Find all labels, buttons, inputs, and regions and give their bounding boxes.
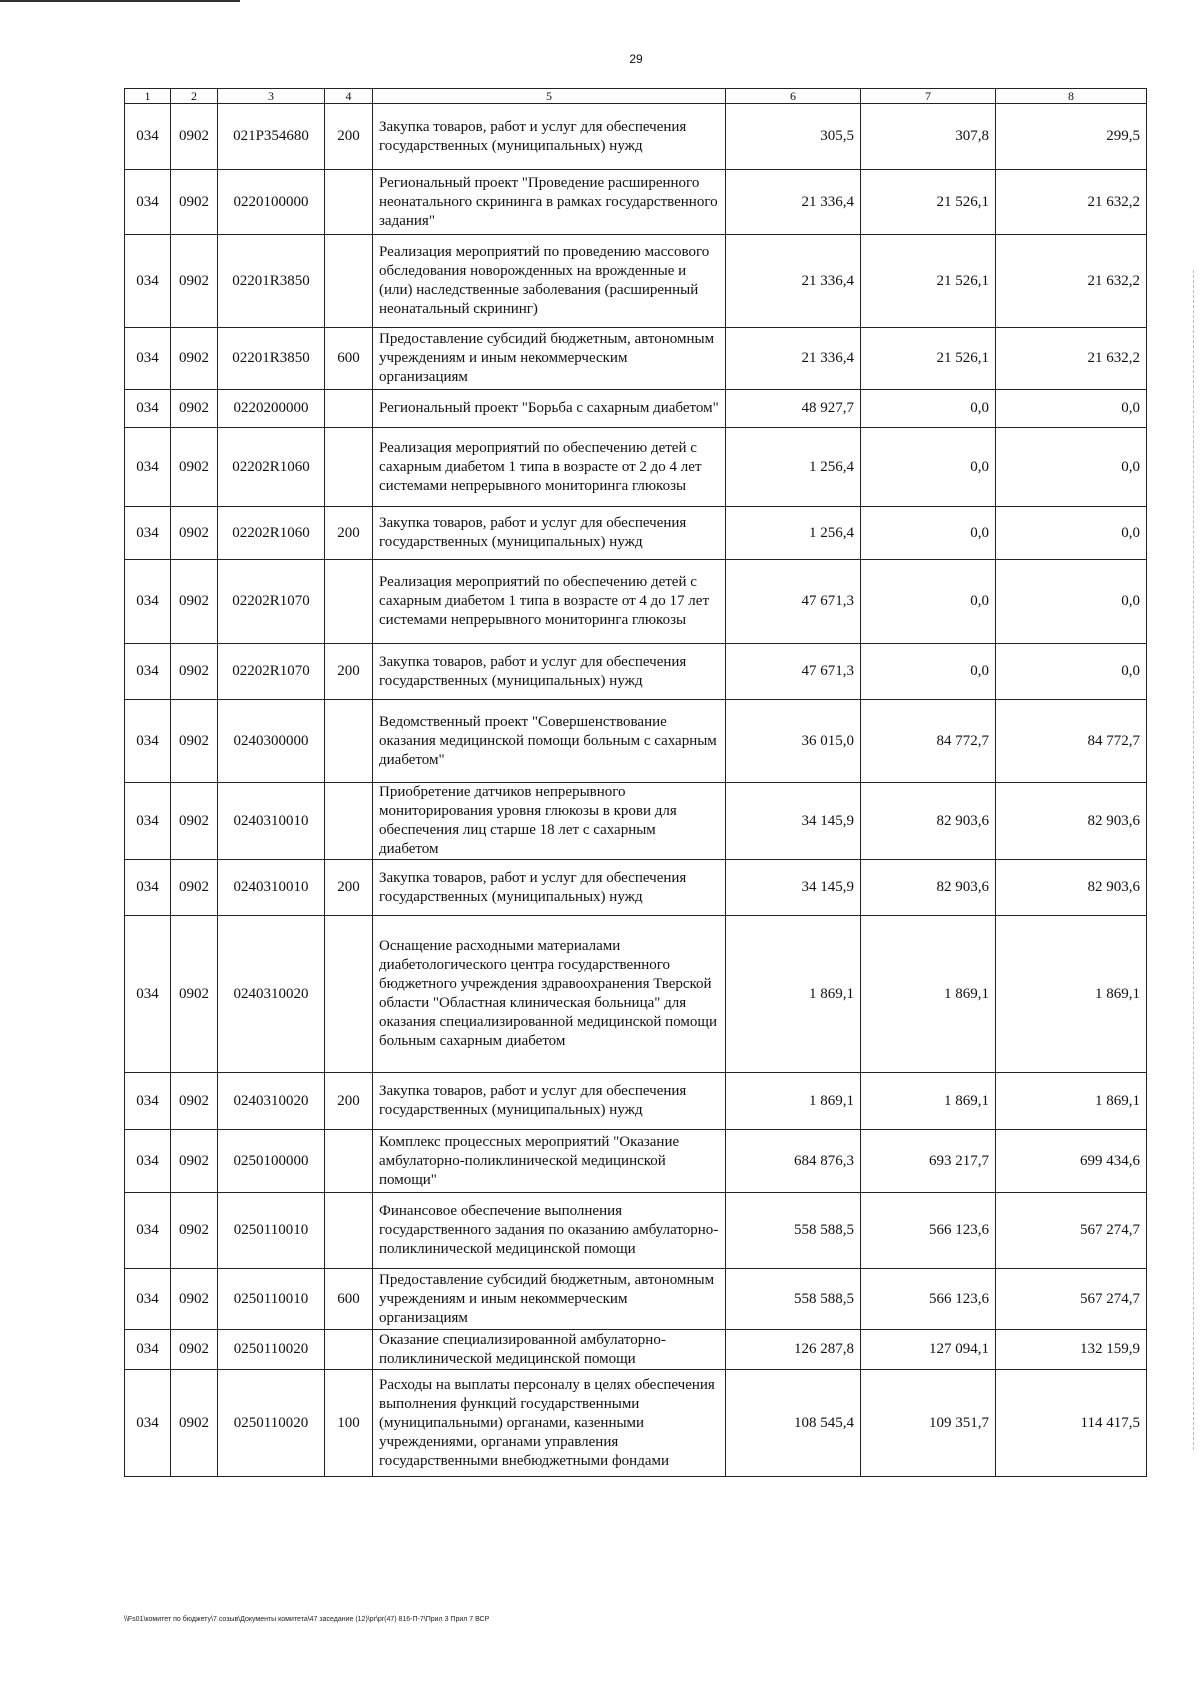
table-row — [125, 1073, 1147, 1130]
target-article-code-cell: 02202R1070 — [218, 644, 325, 700]
grbs-code-cell: 034 — [125, 170, 171, 235]
item-name-cell: Закупка товаров, работ и услуг для обеспечения государственных (муниципальных) нужд — [373, 1073, 726, 1130]
amount-year-1-cell: 1 256,4 — [726, 428, 861, 507]
grbs-code-cell: 034 — [125, 1130, 171, 1193]
table-body — [125, 104, 1147, 1477]
page-number: 29 — [629, 52, 643, 66]
grbs-code-cell: 034 — [125, 428, 171, 507]
expense-type-code-cell — [325, 1330, 373, 1370]
grbs-code-cell: 034 — [125, 1073, 171, 1130]
amount-year-1-cell: 36 015,0 — [726, 700, 861, 783]
section-code-cell: 0902 — [171, 507, 218, 560]
grbs-code-cell: 034 — [125, 1269, 171, 1330]
grbs-code-cell: 034 — [125, 860, 171, 916]
amount-year-2-cell: 21 526,1 — [861, 170, 996, 235]
amount-year-3-cell: 21 632,2 — [996, 235, 1147, 328]
amount-year-1-cell: 21 336,4 — [726, 235, 861, 328]
section-code-cell: 0902 — [171, 1330, 218, 1370]
section-code-cell: 0902 — [171, 560, 218, 644]
amount-year-1-cell: 48 927,7 — [726, 390, 861, 428]
target-article-code-cell: 0250110020 — [218, 1330, 325, 1370]
grbs-code-cell: 034 — [125, 1370, 171, 1477]
expense-type-code-cell: 600 — [325, 1269, 373, 1330]
item-name-cell: Предоставление субсидий бюджетным, автономным учреждениям и иным некоммерческим организациям — [373, 328, 726, 390]
column-header: 1 — [125, 89, 171, 104]
budget-table — [124, 88, 1147, 1477]
amount-year-2-cell: 0,0 — [861, 390, 996, 428]
target-article-code-cell: 0250110020 — [218, 1370, 325, 1477]
amount-year-3-cell: 1 869,1 — [996, 1073, 1147, 1130]
expense-type-code-cell — [325, 235, 373, 328]
column-header: 6 — [726, 89, 861, 104]
amount-year-2-cell: 127 094,1 — [861, 1330, 996, 1370]
table-row — [125, 507, 1147, 560]
section-code-cell: 0902 — [171, 328, 218, 390]
grbs-code-cell: 034 — [125, 390, 171, 428]
target-article-code-cell: 0250110010 — [218, 1269, 325, 1330]
item-name-cell: Закупка товаров, работ и услуг для обеспечения государственных (муниципальных) нужд — [373, 860, 726, 916]
amount-year-3-cell: 299,5 — [996, 104, 1147, 170]
amount-year-2-cell: 693 217,7 — [861, 1130, 996, 1193]
expense-type-code-cell — [325, 170, 373, 235]
expense-type-code-cell: 200 — [325, 860, 373, 916]
grbs-code-cell: 034 — [125, 104, 171, 170]
amount-year-2-cell: 307,8 — [861, 104, 996, 170]
scan-edge-top — [0, 0, 240, 2]
expense-type-code-cell — [325, 428, 373, 507]
amount-year-3-cell: 0,0 — [996, 390, 1147, 428]
table-row — [125, 560, 1147, 644]
amount-year-2-cell: 1 869,1 — [861, 916, 996, 1073]
section-code-cell: 0902 — [171, 860, 218, 916]
table-row — [125, 328, 1147, 390]
table-row — [125, 916, 1147, 1073]
item-name-cell: Предоставление субсидий бюджетным, автономным учреждениям и иным некоммерческим организациям — [373, 1269, 726, 1330]
amount-year-1-cell: 305,5 — [726, 104, 861, 170]
table-row — [125, 428, 1147, 507]
amount-year-2-cell: 0,0 — [861, 428, 996, 507]
section-code-cell: 0902 — [171, 235, 218, 328]
amount-year-3-cell: 84 772,7 — [996, 700, 1147, 783]
target-article-code-cell: 02201R3850 — [218, 235, 325, 328]
table-row — [125, 1330, 1147, 1370]
expense-type-code-cell — [325, 560, 373, 644]
amount-year-2-cell: 566 123,6 — [861, 1193, 996, 1269]
item-name-cell: Расходы на выплаты персоналу в целях обеспечения выполнения функций государственными (муниципальными) органами, казенными учреждениями, органами управления государственными внебюджетными фондами — [373, 1370, 726, 1477]
target-article-code-cell: 0240310010 — [218, 860, 325, 916]
table-row — [125, 860, 1147, 916]
grbs-code-cell: 034 — [125, 235, 171, 328]
expense-type-code-cell: 200 — [325, 104, 373, 170]
table-row — [125, 783, 1147, 860]
expense-type-code-cell — [325, 1130, 373, 1193]
item-name-cell: Реализация мероприятий по обеспечению детей с сахарным диабетом 1 типа в возрасте от 4 до 17 лет системами непрерывного мониторинга глюкозы — [373, 560, 726, 644]
amount-year-3-cell: 21 632,2 — [996, 170, 1147, 235]
amount-year-1-cell: 1 869,1 — [726, 1073, 861, 1130]
column-header: 3 — [218, 89, 325, 104]
column-header: 8 — [996, 89, 1147, 104]
grbs-code-cell: 034 — [125, 783, 171, 860]
item-name-cell: Финансовое обеспечение выполнения государственного задания по оказанию амбулаторно-поликлинической медицинской помощи — [373, 1193, 726, 1269]
amount-year-1-cell: 1 869,1 — [726, 916, 861, 1073]
amount-year-1-cell: 47 671,3 — [726, 644, 861, 700]
file-path-footer: \\Fs01\комитет по бюджету\7 созыв\Документы комитета\47 заседание (12)\pr\pr(47) 816-П-7\Прил 3 Прил 7 ВСР — [124, 1616, 490, 1623]
item-name-cell: Закупка товаров, работ и услуг для обеспечения государственных (муниципальных) нужд — [373, 507, 726, 560]
target-article-code-cell: 0250100000 — [218, 1130, 325, 1193]
amount-year-1-cell: 558 588,5 — [726, 1269, 861, 1330]
amount-year-3-cell: 82 903,6 — [996, 783, 1147, 860]
item-name-cell: Оснащение расходными материалами диабетологического центра государственного бюджетного учреждения здравоохранения Тверской области "Областная клиническая больница" для оказания специализированной медицинской помощи больным сахарным диабетом — [373, 916, 726, 1073]
table-row — [125, 1193, 1147, 1269]
expense-type-code-cell: 100 — [325, 1370, 373, 1477]
amount-year-2-cell: 0,0 — [861, 644, 996, 700]
table-row — [125, 1370, 1147, 1477]
grbs-code-cell: 034 — [125, 560, 171, 644]
target-article-code-cell: 021P354680 — [218, 104, 325, 170]
amount-year-1-cell: 21 336,4 — [726, 328, 861, 390]
target-article-code-cell: 02202R1060 — [218, 507, 325, 560]
amount-year-3-cell: 567 274,7 — [996, 1193, 1147, 1269]
item-name-cell: Региональный проект "Проведение расширенного неонатального скрининга в рамках государственного задания" — [373, 170, 726, 235]
item-name-cell: Комплекс процессных мероприятий "Оказание амбулаторно-поликлинической медицинской помощи" — [373, 1130, 726, 1193]
target-article-code-cell: 02202R1060 — [218, 428, 325, 507]
amount-year-2-cell: 84 772,7 — [861, 700, 996, 783]
table-row — [125, 170, 1147, 235]
section-code-cell: 0902 — [171, 104, 218, 170]
amount-year-2-cell: 1 869,1 — [861, 1073, 996, 1130]
amount-year-3-cell: 21 632,2 — [996, 328, 1147, 390]
amount-year-3-cell: 132 159,9 — [996, 1330, 1147, 1370]
item-name-cell: Закупка товаров, работ и услуг для обеспечения государственных (муниципальных) нужд — [373, 104, 726, 170]
section-code-cell: 0902 — [171, 170, 218, 235]
column-header: 7 — [861, 89, 996, 104]
section-code-cell: 0902 — [171, 1130, 218, 1193]
amount-year-2-cell: 82 903,6 — [861, 783, 996, 860]
expense-type-code-cell: 200 — [325, 644, 373, 700]
column-header: 4 — [325, 89, 373, 104]
item-name-cell: Региональный проект "Борьба с сахарным диабетом" — [373, 390, 726, 428]
table-row — [125, 390, 1147, 428]
section-code-cell: 0902 — [171, 1193, 218, 1269]
item-name-cell: Закупка товаров, работ и услуг для обеспечения государственных (муниципальных) нужд — [373, 644, 726, 700]
expense-type-code-cell — [325, 916, 373, 1073]
expense-type-code-cell — [325, 1193, 373, 1269]
grbs-code-cell: 034 — [125, 916, 171, 1073]
target-article-code-cell: 0240310020 — [218, 916, 325, 1073]
section-code-cell: 0902 — [171, 390, 218, 428]
target-article-code-cell: 0220100000 — [218, 170, 325, 235]
grbs-code-cell: 034 — [125, 507, 171, 560]
expense-type-code-cell — [325, 700, 373, 783]
amount-year-1-cell: 34 145,9 — [726, 783, 861, 860]
expense-type-code-cell — [325, 783, 373, 860]
section-code-cell: 0902 — [171, 644, 218, 700]
amount-year-3-cell: 0,0 — [996, 644, 1147, 700]
amount-year-3-cell: 699 434,6 — [996, 1130, 1147, 1193]
section-code-cell: 0902 — [171, 916, 218, 1073]
amount-year-2-cell: 109 351,7 — [861, 1370, 996, 1477]
item-name-cell: Реализация мероприятий по проведению массового обследования новорожденных на врожденные и (или) наследственные заболевания (расширенный неонатальный скрининг) — [373, 235, 726, 328]
amount-year-2-cell: 21 526,1 — [861, 328, 996, 390]
grbs-code-cell: 034 — [125, 644, 171, 700]
amount-year-2-cell: 0,0 — [861, 507, 996, 560]
table-row — [125, 644, 1147, 700]
amount-year-1-cell: 21 336,4 — [726, 170, 861, 235]
item-name-cell: Приобретение датчиков непрерывного мониторирования уровня глюкозы в крови для обеспечения лиц старше 18 лет с сахарным диабетом — [373, 783, 726, 860]
amount-year-1-cell: 684 876,3 — [726, 1130, 861, 1193]
target-article-code-cell: 0240300000 — [218, 700, 325, 783]
section-code-cell: 0902 — [171, 1073, 218, 1130]
expense-type-code-cell: 200 — [325, 1073, 373, 1130]
table-row — [125, 1269, 1147, 1330]
amount-year-3-cell: 0,0 — [996, 428, 1147, 507]
section-code-cell: 0902 — [171, 700, 218, 783]
grbs-code-cell: 034 — [125, 1193, 171, 1269]
table-row — [125, 104, 1147, 170]
target-article-code-cell: 0250110010 — [218, 1193, 325, 1269]
amount-year-2-cell: 566 123,6 — [861, 1269, 996, 1330]
amount-year-1-cell: 126 287,8 — [726, 1330, 861, 1370]
target-article-code-cell: 02201R3850 — [218, 328, 325, 390]
table-row — [125, 1130, 1147, 1193]
target-article-code-cell: 0240310020 — [218, 1073, 325, 1130]
item-name-cell: Ведомственный проект "Совершенствование оказания медицинской помощи больным с сахарным диабетом" — [373, 700, 726, 783]
amount-year-2-cell: 21 526,1 — [861, 235, 996, 328]
expense-type-code-cell: 600 — [325, 328, 373, 390]
amount-year-3-cell: 0,0 — [996, 507, 1147, 560]
table-row — [125, 700, 1147, 783]
amount-year-3-cell: 114 417,5 — [996, 1370, 1147, 1477]
section-code-cell: 0902 — [171, 1269, 218, 1330]
amount-year-1-cell: 34 145,9 — [726, 860, 861, 916]
target-article-code-cell: 0220200000 — [218, 390, 325, 428]
amount-year-2-cell: 82 903,6 — [861, 860, 996, 916]
amount-year-3-cell: 82 903,6 — [996, 860, 1147, 916]
section-code-cell: 0902 — [171, 783, 218, 860]
target-article-code-cell: 0240310010 — [218, 783, 325, 860]
section-code-cell: 0902 — [171, 428, 218, 507]
amount-year-2-cell: 0,0 — [861, 560, 996, 644]
column-header: 5 — [373, 89, 726, 104]
grbs-code-cell: 034 — [125, 700, 171, 783]
item-name-cell: Оказание специализированной амбулаторно-поликлинической медицинской помощи — [373, 1330, 726, 1370]
amount-year-3-cell: 0,0 — [996, 560, 1147, 644]
scan-edge-right — [1193, 270, 1194, 1450]
grbs-code-cell: 034 — [125, 1330, 171, 1370]
header-row — [125, 89, 1147, 104]
grbs-code-cell: 034 — [125, 328, 171, 390]
table-row — [125, 235, 1147, 328]
item-name-cell: Реализация мероприятий по обеспечению детей с сахарным диабетом 1 типа в возрасте от 2 до 4 лет системами непрерывного мониторинга глюкозы — [373, 428, 726, 507]
amount-year-1-cell: 108 545,4 — [726, 1370, 861, 1477]
target-article-code-cell: 02202R1070 — [218, 560, 325, 644]
section-code-cell: 0902 — [171, 1370, 218, 1477]
expense-type-code-cell — [325, 390, 373, 428]
amount-year-1-cell: 1 256,4 — [726, 507, 861, 560]
column-header: 2 — [171, 89, 218, 104]
amount-year-3-cell: 567 274,7 — [996, 1269, 1147, 1330]
amount-year-3-cell: 1 869,1 — [996, 916, 1147, 1073]
amount-year-1-cell: 47 671,3 — [726, 560, 861, 644]
amount-year-1-cell: 558 588,5 — [726, 1193, 861, 1269]
expense-type-code-cell: 200 — [325, 507, 373, 560]
